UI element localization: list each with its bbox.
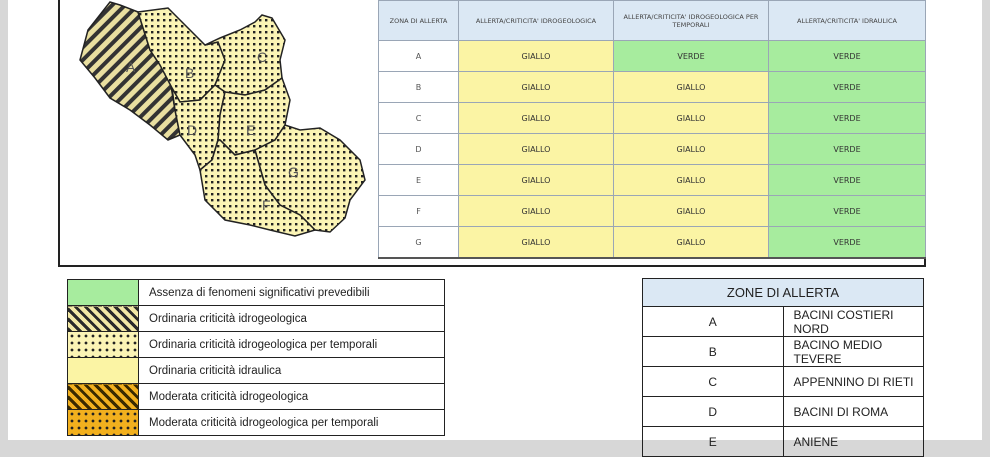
map-label-b: B xyxy=(185,65,195,81)
zone-cell: A xyxy=(379,41,459,72)
map-label-a: A xyxy=(126,59,136,75)
zones-table xyxy=(642,278,924,457)
idra-cell: VERDE xyxy=(769,227,926,259)
header-zona: ZONA DI ALLERTA xyxy=(379,1,459,41)
legend-swatch-orange-hatch xyxy=(68,384,139,410)
table-row xyxy=(643,307,924,337)
idro-cell: GIALLO xyxy=(459,41,614,72)
legend-table xyxy=(67,279,445,436)
legend-row xyxy=(68,280,445,306)
legend-swatch-orange-dots xyxy=(68,410,139,436)
header-idrogeologica: ALLERTA/CRITICITA' IDROGEOLOGICA xyxy=(459,1,614,41)
table-row xyxy=(643,367,924,397)
zone-name: ANIENE xyxy=(783,427,924,457)
zones-table-title: ZONE DI ALLERTA xyxy=(643,279,924,307)
zone-letter: A xyxy=(643,307,784,337)
idro-cell: GIALLO xyxy=(459,72,614,103)
zone-name: BACINI DI ROMA xyxy=(783,397,924,427)
idro-cell: GIALLO xyxy=(459,165,614,196)
idro-cell: GIALLO xyxy=(459,103,614,134)
table-row xyxy=(379,165,926,196)
idra-cell: VERDE xyxy=(769,72,926,103)
legend-swatch-yellow-dots xyxy=(68,332,139,358)
idra-cell: VERDE xyxy=(769,134,926,165)
zone-cell: G xyxy=(379,227,459,259)
legend-swatch-green xyxy=(68,280,139,306)
table-row xyxy=(643,427,924,457)
idra-cell: VERDE xyxy=(769,196,926,227)
legend-label: Moderata criticità idrogeologica xyxy=(139,384,445,410)
temp-cell: GIALLO xyxy=(614,103,769,134)
zone-cell: F xyxy=(379,196,459,227)
map-label-f: F xyxy=(262,197,271,213)
legend-row xyxy=(68,384,445,410)
legend-label: Assenza di fenomeni significativi prevedibili xyxy=(139,280,445,306)
legend-swatch-yellow xyxy=(68,358,139,384)
legend-label: Ordinaria criticità idraulica xyxy=(139,358,445,384)
zone-cell: D xyxy=(379,134,459,165)
table-row xyxy=(379,41,926,72)
table-row xyxy=(379,196,926,227)
map-label-d: D xyxy=(187,122,198,138)
alert-table-header xyxy=(379,1,926,41)
idra-cell: VERDE xyxy=(769,165,926,196)
legend-row xyxy=(68,332,445,358)
header-temporali: ALLERTA/CRITICITA' IDROGEOLOGICA PER TEMPORALI xyxy=(614,1,769,41)
table-row xyxy=(643,397,924,427)
legend-swatch-yellow-hatch xyxy=(68,306,139,332)
legend-label: Ordinaria criticità idrogeologica per temporali xyxy=(139,332,445,358)
temp-cell: GIALLO xyxy=(614,196,769,227)
table-row xyxy=(643,337,924,367)
zone-letter: D xyxy=(643,397,784,427)
idra-cell: VERDE xyxy=(769,41,926,72)
idro-cell: GIALLO xyxy=(459,134,614,165)
temp-cell: GIALLO xyxy=(614,72,769,103)
idra-cell: VERDE xyxy=(769,103,926,134)
legend-row xyxy=(68,410,445,436)
map-label-g: G xyxy=(288,164,299,180)
zone-name: BACINI COSTIERI NORD xyxy=(783,307,924,337)
alert-table xyxy=(378,0,926,259)
temp-cell: GIALLO xyxy=(614,134,769,165)
table-row xyxy=(379,134,926,165)
map-label-c: C xyxy=(257,49,268,65)
lazio-map xyxy=(66,0,376,250)
zone-name: BACINO MEDIO TEVERE xyxy=(783,337,924,367)
map-label-e: E xyxy=(246,122,256,138)
zone-cell: E xyxy=(379,165,459,196)
temp-cell: GIALLO xyxy=(614,165,769,196)
legend-label: Ordinaria criticità idrogeologica xyxy=(139,306,445,332)
zone-cell: C xyxy=(379,103,459,134)
legend-label: Moderata criticità idrogeologica per temporali xyxy=(139,410,445,436)
zone-letter: B xyxy=(643,337,784,367)
table-row xyxy=(379,227,926,259)
zone-name: APPENNINO DI RIETI xyxy=(783,367,924,397)
table-row xyxy=(379,72,926,103)
zone-letter: C xyxy=(643,367,784,397)
idro-cell: GIALLO xyxy=(459,227,614,259)
table-row xyxy=(379,103,926,134)
idro-cell: GIALLO xyxy=(459,196,614,227)
temp-cell: VERDE xyxy=(614,41,769,72)
temp-cell: GIALLO xyxy=(614,227,769,259)
header-idraulica: ALLERTA/CRITICITA' IDRAULICA xyxy=(769,1,926,41)
legend-row xyxy=(68,358,445,384)
zone-cell: B xyxy=(379,72,459,103)
zone-letter: E xyxy=(643,427,784,457)
legend-row xyxy=(68,306,445,332)
